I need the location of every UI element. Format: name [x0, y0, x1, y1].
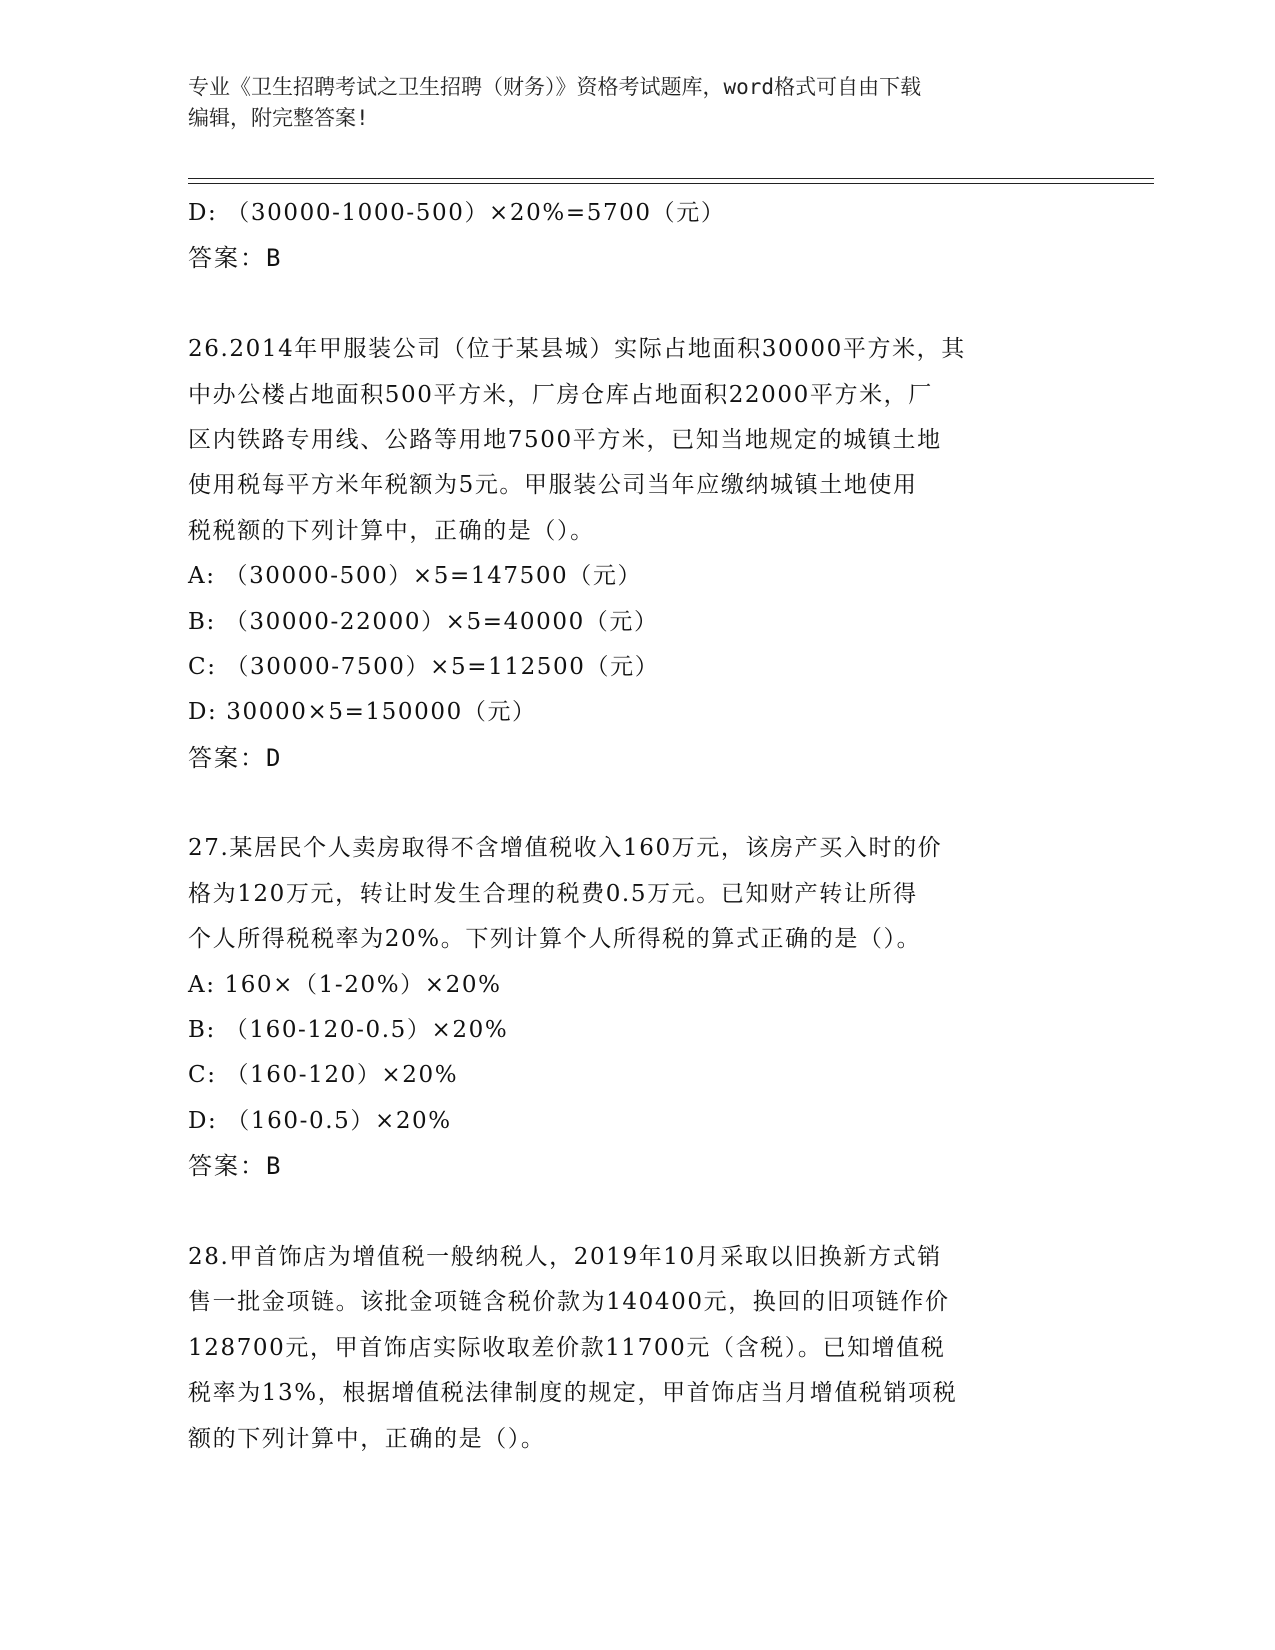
question-26-answer: 答案：D [188, 743, 283, 772]
question-26-line-2: 中办公楼占地面积500平方米，厂房仓库占地面积22000平方米，厂 [188, 381, 933, 408]
header-rule-bottom [188, 183, 1154, 184]
question-27-option-a: A: 160×（1-20%）×20% [188, 971, 502, 998]
question-27-line-3: 个人所得税税率为20%。下列计算个人所得税的算式正确的是（）。 [188, 926, 922, 953]
question-27-answer: 答案：B [188, 1152, 283, 1181]
spacer [188, 282, 1088, 327]
answer-line: 答案：B [188, 244, 283, 273]
header-line-2: 编辑，附完整答案! [188, 106, 369, 130]
question-27-option-c: C: （160-120）×20% [188, 1062, 459, 1089]
question-26-line-3: 区内铁路专用线、公路等用地7500平方米，已知当地规定的城镇土地 [188, 426, 942, 453]
question-26-line-5: 税税额的下列计算中，正确的是（）。 [188, 517, 595, 544]
spacer [188, 1190, 1088, 1235]
question-28-line-4: 税率为13%，根据增值税法律制度的规定，甲首饰店当月增值税销项税 [188, 1380, 958, 1407]
question-28-line-1: 28.甲首饰店为增值税一般纳税人，2019年10月采取以旧换新方式销 [188, 1243, 942, 1270]
question-27-line-2: 格为120万元，转让时发生合理的税费0.5万元。已知财产转让所得 [188, 880, 918, 907]
question-26-option-b: B: （30000-22000）×5=40000（元） [188, 608, 659, 635]
question-28-line-5: 额的下列计算中，正确的是（）。 [188, 1425, 546, 1452]
document-header [188, 72, 1088, 134]
document-body [188, 191, 1088, 1462]
question-26-option-d: D: 30000×5=150000（元） [188, 699, 537, 726]
header-line-1: 专业《卫生招聘考试之卫生招聘（财务）》资格考试题库，word格式可自由下载 [188, 75, 922, 99]
question-26-line-1: 26.2014年甲服装公司（位于某县城）实际占地面积30000平方米，其 [188, 336, 966, 363]
question-27-line-1: 27.某居民个人卖房取得不含增值税收入160万元，该房产买入时的价 [188, 835, 943, 862]
header-rule-top [188, 178, 1154, 179]
question-26-option-a: A: （30000-500）×5=147500（元） [188, 563, 643, 590]
question-27-option-b: B: （160-120-0.5）×20% [188, 1017, 509, 1044]
question-27-option-d: D: （160-0.5）×20% [188, 1107, 452, 1134]
option-d: D: （30000-1000-500）×20%=5700（元） [188, 200, 726, 226]
spacer [188, 781, 1088, 826]
question-28-line-2: 售一批金项链。该批金项链含税价款为140400元，换回的旧项链作价 [188, 1289, 950, 1316]
question-26-line-4: 使用税每平方米年税额为5元。甲服装公司当年应缴纳城镇土地使用 [188, 472, 918, 499]
question-28-line-3: 128700元，甲首饰店实际收取差价款11700元（含税）。已知增值税 [188, 1334, 946, 1361]
question-26-option-c: C: （30000-7500）×5=112500（元） [188, 653, 660, 680]
